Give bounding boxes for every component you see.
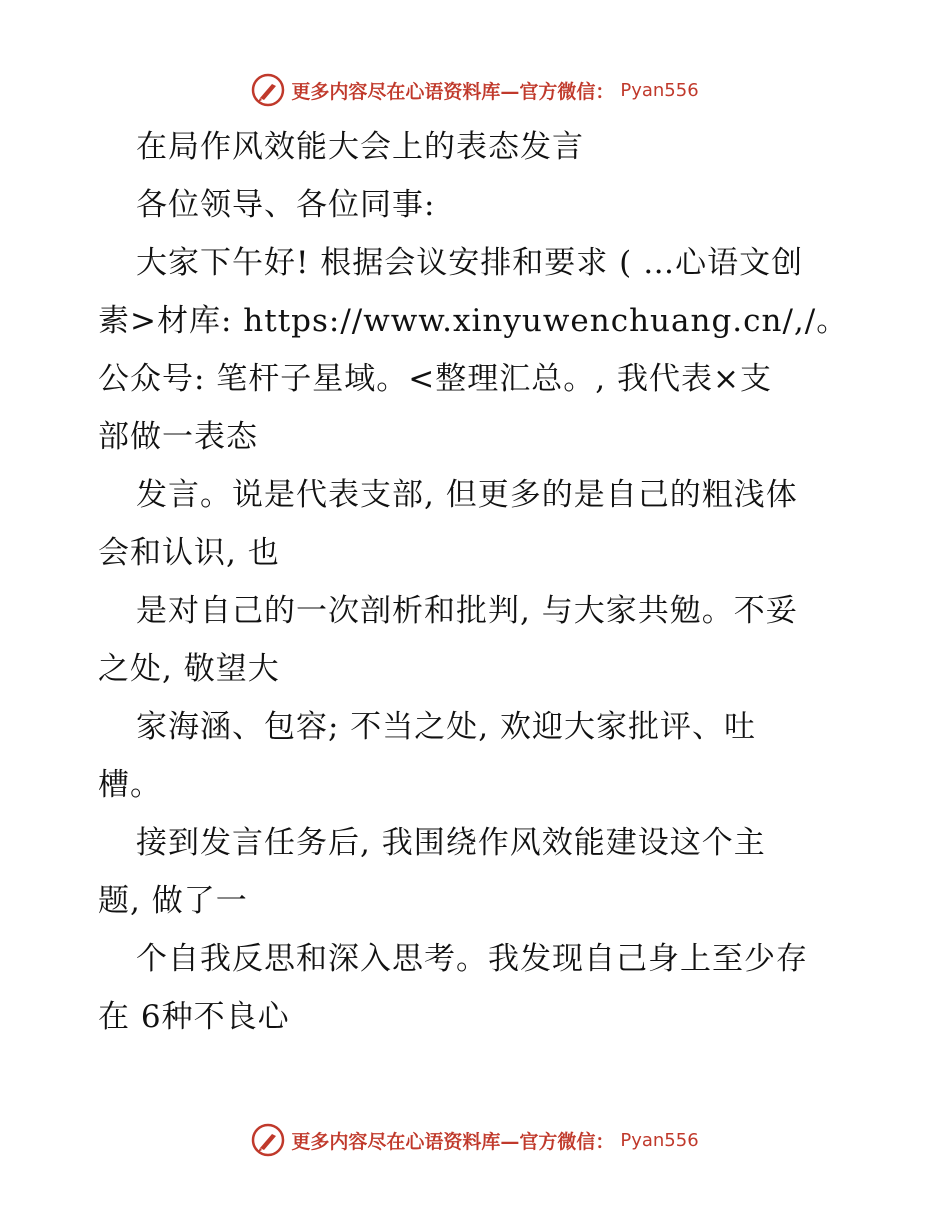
document-title: 在局作风效能大会上的表态发言 [136,129,584,165]
paragraph-line: 部做一表态 [98,419,258,455]
banner-wechat-id: Pyan556 [620,79,699,101]
banner-text: 更多内容尽在心语资料库—官方微信： [291,80,615,103]
paragraph-line: 题, 做了一 [98,883,248,919]
paragraph-line: 公众号: 笔杆子星域。<整理汇总。, 我代表×支 [98,361,772,397]
footer-banner [0,1120,950,1160]
paragraph-line: 在 6种不良心 [98,999,290,1035]
salutation: 各位领导、各位同事: [136,187,436,223]
paragraph-line: 是对自己的一次剖析和批判, 与大家共勉。不妥 [136,593,798,629]
paragraph-line: 素>材库: https://www.xinyuwenchuang.cn/,/。 [98,303,849,339]
pen-logo-icon [251,73,285,107]
pen-logo-icon [251,1123,285,1157]
paragraph-line: 大家下午好! 根据会议安排和要求 ( …心语文创 [136,245,804,281]
paragraph-line: 之处, 敬望大 [98,651,280,687]
banner-text: 更多内容尽在心语资料库—官方微信： [291,1130,615,1153]
paragraph-line: 个自我反思和深入思考。我发现自己身上至少存 [136,941,808,977]
paragraph-line: 发言。说是代表支部, 但更多的是自己的粗浅体 [136,477,798,513]
paragraph-line: 槽。 [98,767,162,803]
banner-wechat-id: Pyan556 [620,1129,699,1151]
document-body [98,118,858,1046]
paragraph-line: 接到发言任务后, 我围绕作风效能建设这个主 [136,825,766,861]
paragraph-line: 家海涵、包容; 不当之处, 欢迎大家批评、吐 [136,709,757,745]
paragraph-line: 会和认识, 也 [98,535,280,571]
header-banner [0,70,950,110]
